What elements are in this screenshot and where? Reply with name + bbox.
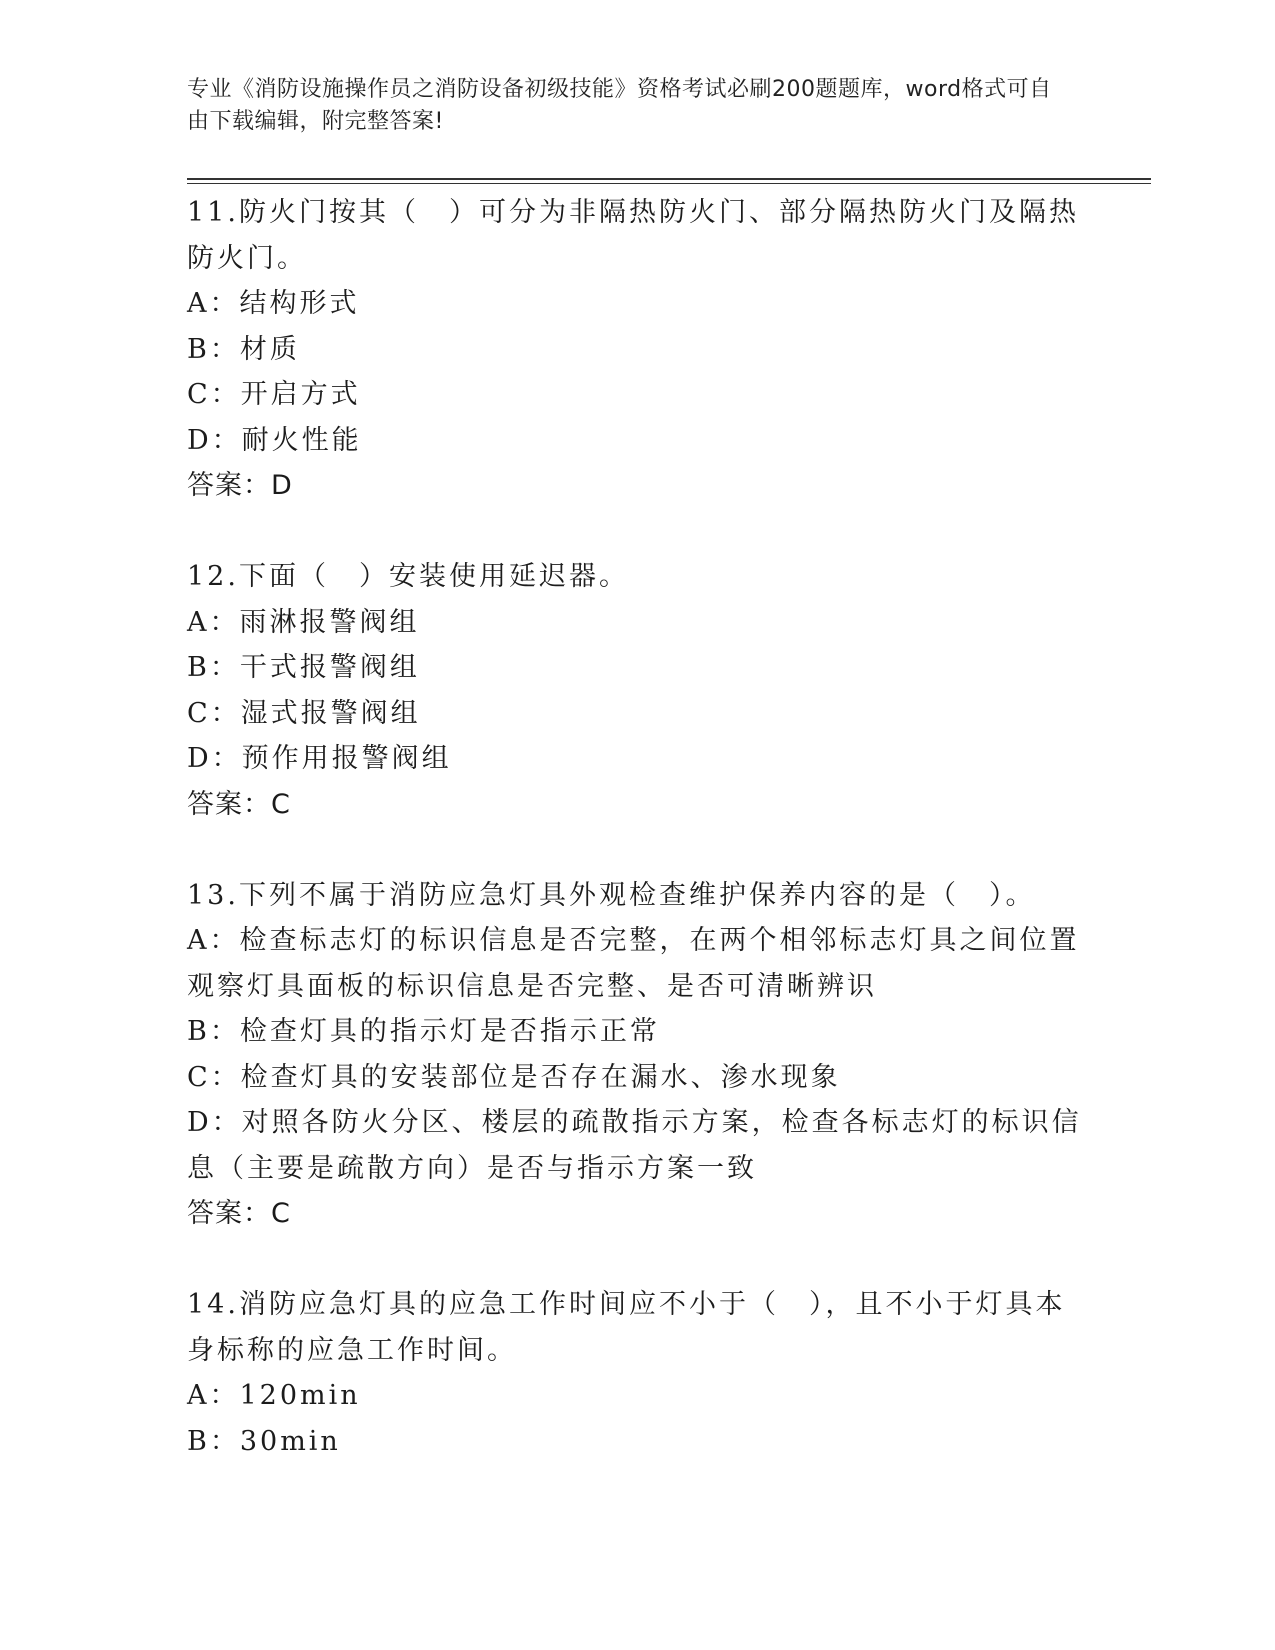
header-divider-thin	[187, 183, 1151, 184]
question-14	[187, 1282, 1087, 1464]
option-a: A：120min	[187, 1380, 361, 1411]
option-a: A：雨淋报警阀组	[187, 606, 420, 638]
question-12	[187, 554, 1087, 827]
option-a: A：结构形式	[187, 288, 360, 319]
answer: 答案：C	[187, 788, 291, 820]
option-a: A：检查标志灯的标识信息是否完整，在两个相邻标志灯具之间位置观察灯具面板的标识信息是否完整、是否可清晰辨识	[187, 925, 1080, 1002]
spacer	[187, 509, 1087, 555]
question-13	[187, 873, 1087, 1237]
question-stem: 13.下列不属于消防应急灯具外观检查维护保养内容的是（ ）。	[187, 879, 1036, 911]
question-stem: 12.下面（ ）安装使用延迟器。	[187, 561, 629, 592]
document-header: 专业《消防设施操作员之消防设备初级技能》资格考试必刷200题题库，word格式可自由下载编辑，附完整答案!	[187, 77, 1052, 134]
option-d: D：对照各防火分区、楼层的疏散指示方案，检查各标志灯的标识信息（主要是疏散方向）是否与指示方案一致	[187, 1107, 1082, 1184]
option-c: C：湿式报警阀组	[187, 697, 421, 729]
option-d: D：预作用报警阀组	[187, 743, 452, 774]
question-stem: 11.防火门按其（ ）可分为非隔热防火门、部分隔热防火门及隔热防火门。	[187, 197, 1079, 274]
question-11	[187, 190, 1087, 509]
option-b: B：材质	[187, 333, 300, 365]
question-stem: 14.消防应急灯具的应急工作时间应不小于（ ），且不小于灯具本身标称的应急工作时间。	[187, 1289, 1066, 1366]
answer: 答案：D	[187, 470, 293, 501]
option-c: C：开启方式	[187, 379, 361, 410]
option-b: B：检查灯具的指示灯是否指示正常	[187, 1016, 660, 1047]
option-b: B：干式报警阀组	[187, 652, 420, 683]
header-divider	[187, 178, 1151, 180]
question-list	[187, 190, 1087, 1464]
answer: 答案：C	[187, 1198, 291, 1229]
option-d: D：耐火性能	[187, 424, 362, 456]
spacer	[187, 1237, 1087, 1283]
option-b: B：30min	[187, 1425, 341, 1457]
option-c: C：检查灯具的安装部位是否存在漏水、渗水现象	[187, 1061, 841, 1093]
spacer	[187, 827, 1087, 873]
